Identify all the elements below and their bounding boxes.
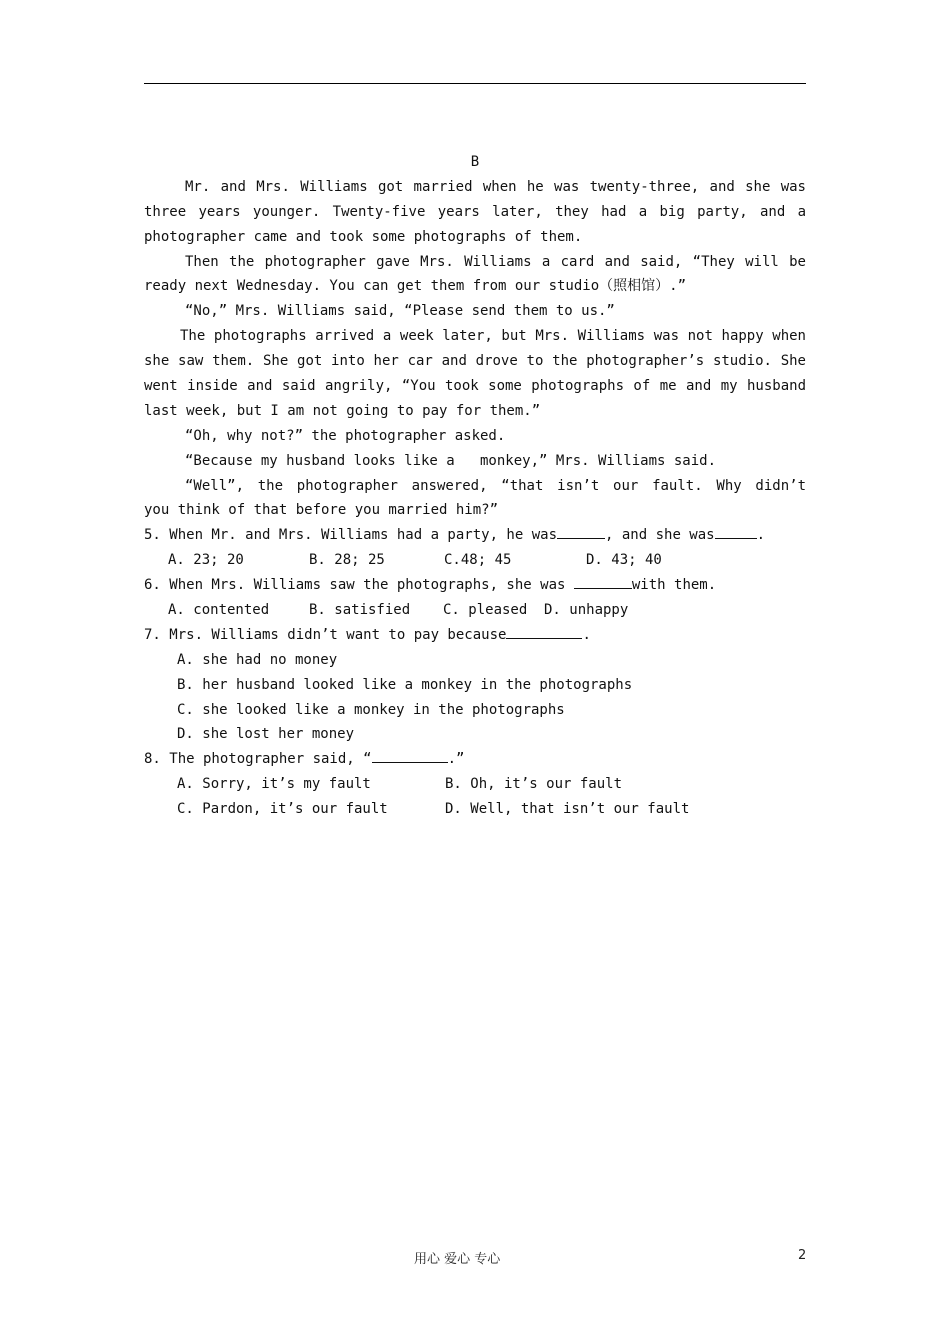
passage-paragraph-4: [144, 324, 806, 424]
question-6: [144, 573, 806, 623]
question-options: [144, 772, 806, 797]
answer-blank[interactable]: [574, 573, 632, 589]
passage-line: three years younger. Twenty-five years later, they had a big party, and a: [144, 203, 806, 220]
question-5: [144, 523, 806, 573]
option-d[interactable]: D. she lost her money: [177, 726, 355, 743]
question-options: [144, 797, 806, 822]
passage-paragraph-3: [144, 299, 806, 324]
header-rule: [144, 83, 806, 84]
option-c[interactable]: C.48; 45: [444, 552, 512, 569]
option-b[interactable]: B. Oh, it’s our fault: [445, 776, 623, 793]
passage-line: “No,” Mrs. Williams said, “Please send them to us.”: [185, 303, 615, 320]
page-content: [144, 150, 806, 822]
passage-line: went inside and said angrily, “You took some photographs of me and my husband: [144, 378, 806, 395]
passage-line: “Well”, the photographer answered, “that isn’t our fault. Why didn’t: [185, 477, 806, 494]
passage-line: The photographs arrived a week later, but Mrs. Williams was not happy when: [180, 328, 806, 345]
passage-line: she saw them. She got into her car and drove to the photographer’s studio. She: [144, 353, 806, 370]
option-b[interactable]: B. 28; 25: [309, 552, 385, 569]
section-heading: B: [470, 154, 480, 170]
option-d[interactable]: D. unhappy: [544, 602, 629, 619]
question-stem: 7. Mrs. Williams didn’t want to pay because .: [144, 623, 806, 648]
passage-paragraph-5: [144, 424, 806, 449]
question-stem: 8. The photographer said, “ .”: [144, 747, 806, 772]
passage-line: Then the photographer gave Mrs. Williams a card and said, “They will be: [185, 253, 806, 270]
question-options: [144, 598, 806, 623]
question-stem: 5. When Mr. and Mrs. Williams had a party, he was , and she was .: [144, 523, 806, 548]
passage-line: photographer came and took some photographs of them.: [144, 228, 583, 245]
passage-line: ready next Wednesday. You can get them from our studio（照相馆）.”: [144, 278, 687, 295]
passage-line: you think of that before you married him?”: [144, 502, 499, 519]
answer-blank[interactable]: [715, 523, 757, 539]
option-c[interactable]: C. pleased: [443, 602, 528, 619]
option-a[interactable]: A. Sorry, it’s my fault: [177, 776, 371, 793]
passage-paragraph-1: [144, 175, 806, 250]
answer-blank[interactable]: [557, 523, 605, 539]
passage-paragraph-7: [144, 474, 806, 524]
answer-blank[interactable]: [372, 747, 448, 763]
footer-text: 用心 爱心 专心: [414, 1252, 501, 1267]
page-number: 2: [798, 1248, 807, 1263]
option-d[interactable]: D. 43; 40: [586, 552, 662, 569]
option-a[interactable]: A. 23; 20: [168, 552, 244, 569]
passage-line: “Because my husband looks like a monkey,” Mrs. Williams said.: [185, 452, 717, 469]
passage-paragraph-6: [144, 449, 806, 474]
passage-paragraph-2: [144, 250, 806, 300]
question-stem: 6. When Mrs. Williams saw the photographs, she was with them.: [144, 573, 806, 598]
option-b[interactable]: B. her husband looked like a monkey in the photographs: [177, 676, 633, 693]
question-7: [144, 623, 806, 747]
option-c[interactable]: C. Pardon, it’s our fault: [177, 801, 388, 818]
option-b[interactable]: B. satisfied: [309, 602, 411, 619]
option-a[interactable]: A. she had no money: [177, 651, 338, 668]
passage-line: Mr. and Mrs. Williams got married when he was twenty-three, and she was: [185, 178, 806, 195]
option-a[interactable]: A. contented: [168, 602, 270, 619]
passage-line: “Oh, why not?” the photographer asked.: [185, 427, 506, 444]
question-options: [144, 548, 806, 573]
option-c[interactable]: C. she looked like a monkey in the photographs: [177, 701, 565, 718]
option-d[interactable]: D. Well, that isn’t our fault: [445, 801, 690, 818]
answer-blank[interactable]: [506, 623, 582, 639]
question-8: [144, 747, 806, 822]
passage-line: last week, but I am not going to pay for them.”: [144, 402, 541, 419]
